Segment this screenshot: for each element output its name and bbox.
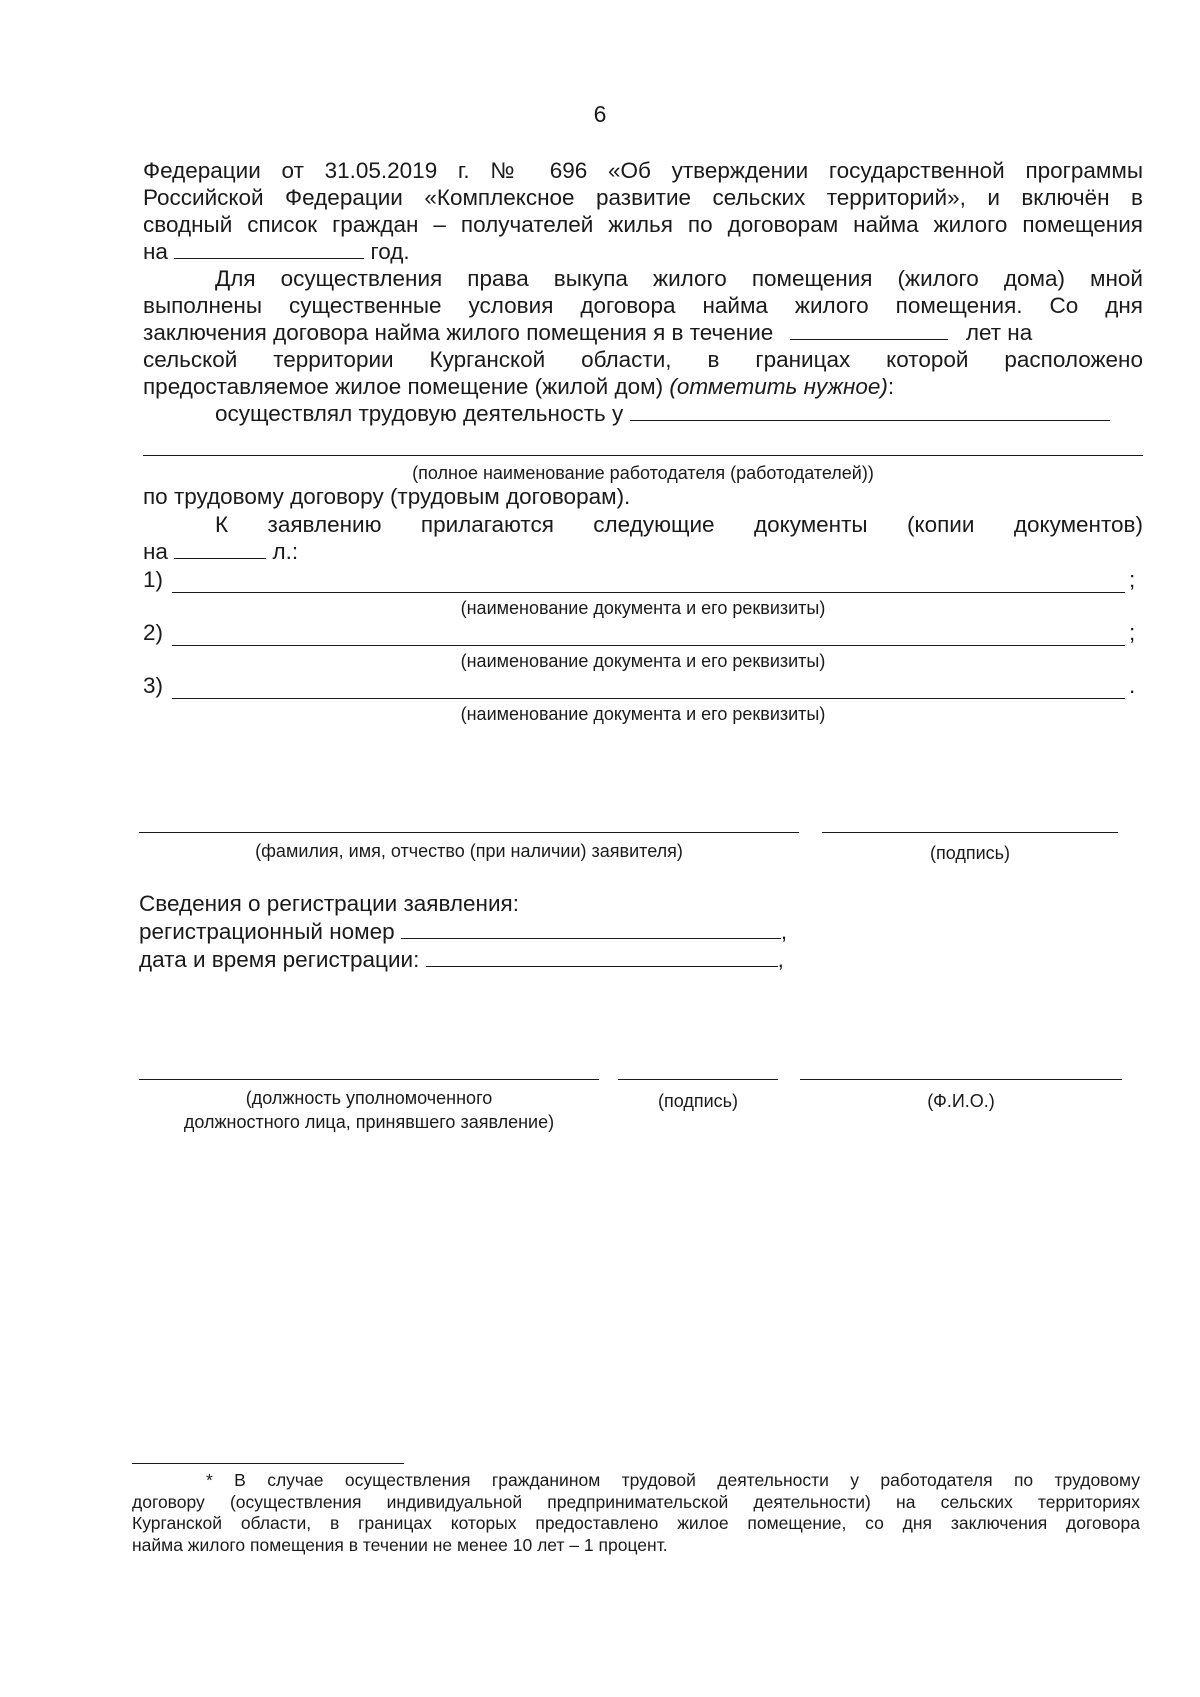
registration-datetime-comma: , (777, 947, 784, 972)
document-end-mark: . (1129, 673, 1136, 698)
registration-number-comma: , (780, 919, 788, 944)
employer-blank-1[interactable] (630, 400, 1110, 421)
document-number: 3) (143, 673, 164, 698)
registration-datetime-field[interactable] (426, 946, 778, 967)
footnote-line-1: * В случае осуществления гражданином трудовой деятельности у работодателя по трудовому (206, 1470, 1140, 1490)
page-number: 6 (593, 101, 607, 127)
mark-needed-note: (отметить нужное) (669, 374, 888, 399)
registration-number-label: регистрационный номер (139, 919, 395, 944)
footnote-separator (132, 1463, 404, 1464)
body-line-14 (143, 538, 1143, 565)
applicant-signature-blank[interactable] (822, 832, 1118, 833)
year-suffix: год. (370, 239, 410, 264)
year-prefix: на (143, 239, 168, 264)
body-line-13: К заявлению прилагаются следующие документы (копии документов) (215, 512, 1143, 537)
applicant-signature-caption: (подпись) (929, 843, 1011, 863)
body-line-2: Российской Федерации «Комплексное развитие сельских территорий», и включён в (143, 185, 1143, 210)
body-line-8: сельской территории Курганской области, в границах которой расположено (143, 347, 1143, 372)
document-number: 2) (143, 620, 164, 645)
official-signature-blank[interactable] (618, 1079, 778, 1080)
official-fio-blank[interactable] (800, 1079, 1122, 1080)
employer-blank-2[interactable] (143, 455, 1143, 456)
registration-number-field[interactable] (401, 918, 781, 939)
applicant-name-caption: (фамилия, имя, отчество (при наличии) заявителя) (255, 841, 683, 861)
document-caption: (наименование документа и его реквизиты) (460, 598, 826, 618)
term-years-blank[interactable] (790, 319, 948, 340)
footnote-line-2: договору (осуществления индивидуальной предпринимательской деятельности) на сельских территориях (132, 1491, 1140, 1512)
footnote-line-3: Курганской области, в границах которых предоставлено жилое помещение, со дня заключения договора (132, 1513, 1140, 1533)
official-position-blank[interactable] (139, 1079, 599, 1080)
body-line-1: Федерации от 31.05.2019 г. № 696 «Об утверждении государственной программы (143, 158, 1143, 183)
body-line-9 (143, 373, 1143, 400)
year-blank[interactable] (174, 238, 364, 259)
body-line-3: сводный список граждан – получателей жилья по договорам найма жилого помещения (143, 212, 1143, 237)
document-3-blank[interactable] (172, 698, 1125, 699)
official-fio-caption: (Ф.И.О.) (927, 1091, 995, 1111)
applicant-name-blank[interactable] (139, 832, 799, 833)
footnote-line-4: найма жилого помещения в течении не менее 10 лет – 1 процент. (132, 1534, 668, 1555)
registration-datetime-row (139, 946, 784, 973)
document-caption: (наименование документа и его реквизиты) (460, 651, 826, 671)
term-prefix: заключения договора найма жилого помещения я в течение (143, 320, 774, 345)
body-line-5: Для осуществления права выкупа жилого помещения (жилого дома) мной (215, 266, 1143, 291)
premises-colon: : (887, 374, 895, 399)
registration-datetime-label: дата и время регистрации: (139, 947, 420, 972)
registration-title: Сведения о регистрации заявления: (139, 891, 519, 916)
sheets-prefix: на (143, 539, 168, 564)
document-1-blank[interactable] (172, 592, 1125, 593)
body-line-10 (215, 400, 1135, 427)
employment-label: осуществлял трудовую деятельность у (215, 401, 624, 426)
document-2-blank[interactable] (172, 645, 1125, 646)
document-end-mark: ; (1129, 567, 1136, 592)
document-number: 1) (143, 567, 164, 592)
employer-caption: (полное наименование работодателя (работодателей)) (412, 463, 874, 483)
premises-text: предоставляемое жилое помещение (жилой дом) (143, 374, 670, 399)
official-signature-caption: (подпись) (657, 1091, 739, 1111)
footnote (132, 1470, 1140, 1556)
registration-number-row (139, 918, 787, 945)
official-position-caption-2: должностного лица, принявшего заявление) (183, 1112, 555, 1132)
document-caption: (наименование документа и его реквизиты) (460, 704, 826, 724)
sheets-suffix: л.: (272, 539, 299, 564)
body-line-12: по трудовому договору (трудовым договорам). (143, 484, 631, 509)
body-line-7 (143, 319, 1143, 346)
body-line-6: выполнены существенные условия договора найма жилого помещения. Со дня (143, 293, 1143, 318)
term-suffix: лет на (965, 320, 1033, 345)
official-position-caption-1: (должность уполномоченного (245, 1088, 493, 1108)
document-end-mark: ; (1129, 620, 1136, 645)
body-line-4 (143, 238, 1143, 265)
sheets-count-blank[interactable] (174, 538, 266, 559)
